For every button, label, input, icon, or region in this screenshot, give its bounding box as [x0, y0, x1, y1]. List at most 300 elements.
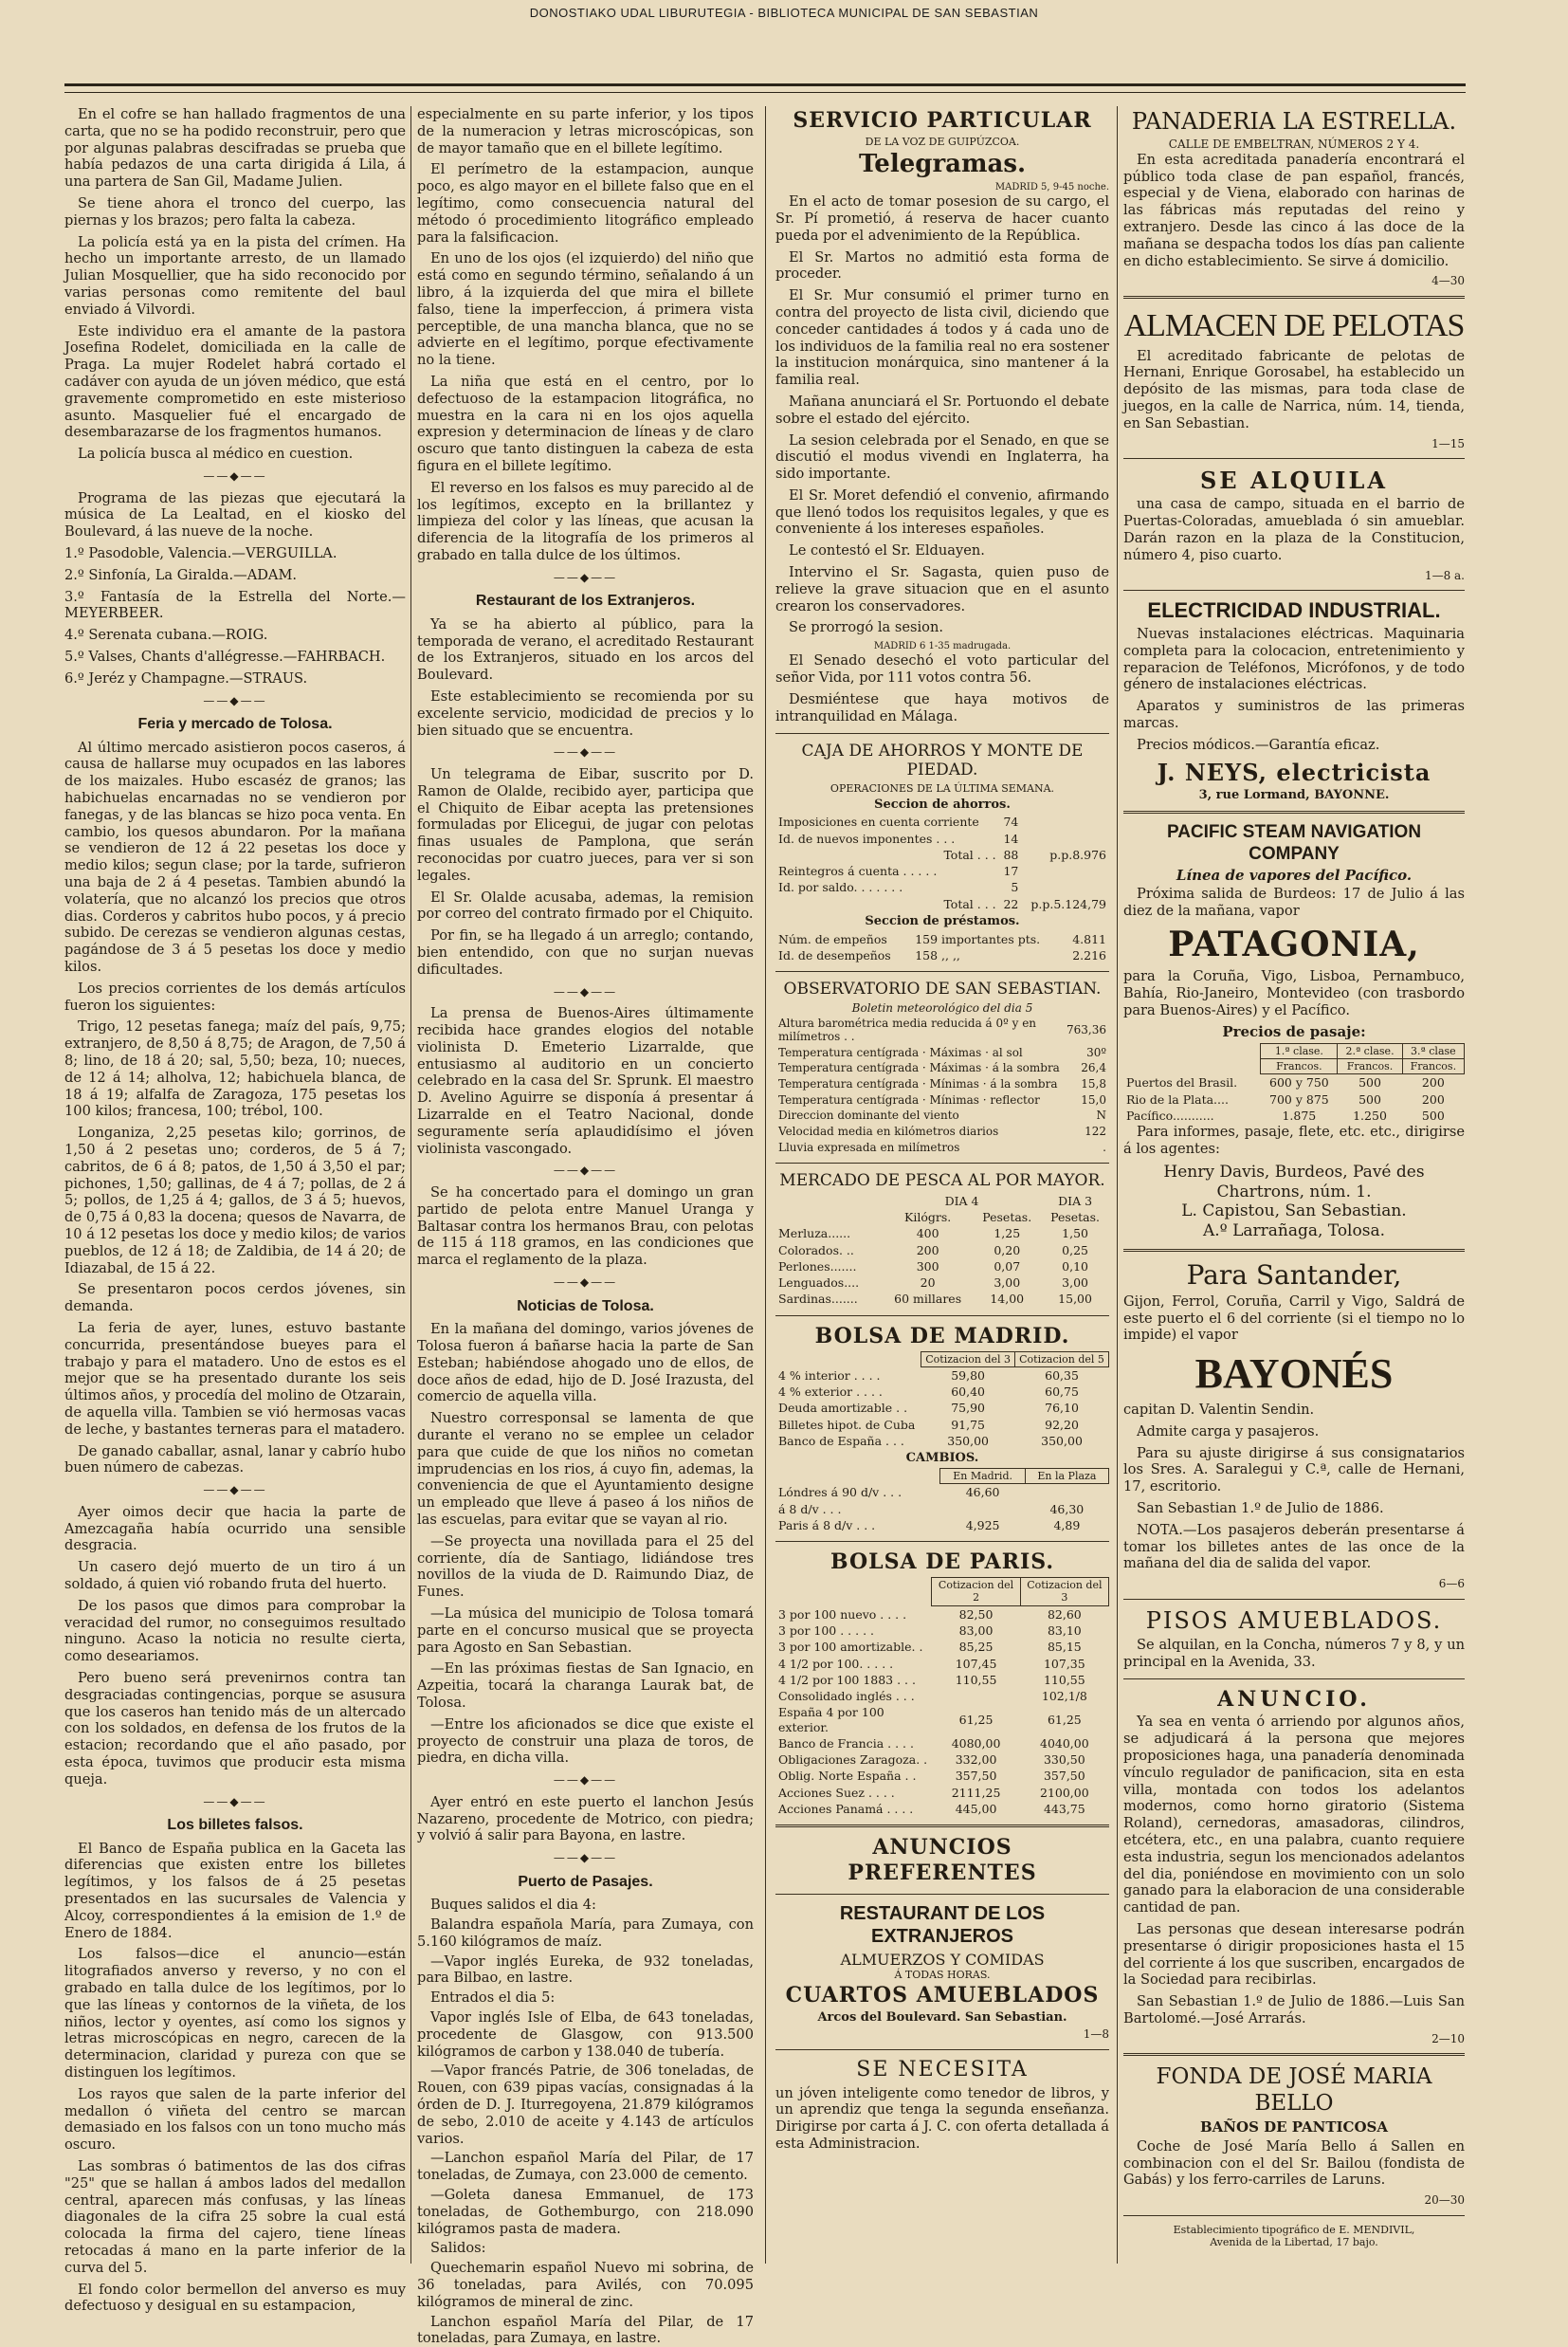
separator-ornament: ——◆——: [203, 1483, 267, 1497]
section-heading: Noticias de Tolosa.: [517, 1297, 654, 1314]
table-cell: 4 % exterior . . . .: [778, 1384, 883, 1400]
table-cell: 0,10: [1062, 1258, 1088, 1274]
table-cell: 85,25: [958, 1640, 994, 1655]
pesca-table: [775, 1193, 1109, 1308]
divider: [775, 1894, 1109, 1895]
cambios-table: [775, 1468, 1109, 1533]
table-cell: Kilógrs.: [904, 1210, 952, 1225]
cambios-heading: CAMBIOS.: [905, 1451, 979, 1466]
ahorros-heading: Seccion de ahorros.: [874, 797, 1011, 812]
panaderia-heading: PANADERIA LA ESTRELLA.: [1131, 108, 1457, 135]
table-cell: 4040,00: [1040, 1735, 1089, 1751]
panaderia-sub: CALLE DE EMBELTRAN, NÚMEROS 2 Y 4.: [1168, 138, 1420, 152]
divider: [775, 1824, 1109, 1827]
table-cell: 443,75: [1043, 1801, 1085, 1816]
table-cell: 82,60: [1047, 1606, 1082, 1622]
table-row: [775, 1484, 1109, 1501]
separator-ornament: ——◆——: [553, 1773, 618, 1788]
bolsa-paris-table: [775, 1577, 1109, 1817]
servicio-heading: SERVICIO PARTICULAR: [793, 108, 1092, 133]
neys-heading: J. NEYS, electricista: [1157, 758, 1431, 786]
table-cell: 330,50: [1043, 1752, 1085, 1768]
bayones-text: NOTA.—Los pasajeros deberán presentarse á tomar los billetes antes de las once de la mañana del dia de salida del vapor.: [1123, 1521, 1465, 1572]
table-cell: 1.875: [1282, 1108, 1317, 1123]
table-cell: 500: [1421, 1108, 1445, 1123]
almacen-text: El acreditado fabricante de pelotas de Hernani, Enrique Gorosabel, ha establecido un depósito de las mismas, para toda clase de juegos, en la calle de Narrica, núm. 14, tienda, en San Sebastian.: [1123, 347, 1465, 431]
article-paragraph: La policía está ya en la pista del crímen. Ha hecho un importante arresto, de un llamado Julian Mosquellier, que ha sido reconocido por varias personas como remitente del baul enviado á Vilvordi.: [64, 233, 406, 318]
ad-reference: 4—30: [1431, 274, 1465, 288]
table-cell: 500: [1358, 1091, 1381, 1107]
almacen-heading: ALMACEN DE PELOTAS: [1123, 308, 1465, 344]
table-cell: 4 1/2 por 100 1883 . . .: [778, 1672, 916, 1687]
informes-text: Para informes, pasaje, flete, etc. etc., dirigirse á los agentes:: [1123, 1124, 1465, 1157]
table-cell: Puertos del Brasil.: [1126, 1075, 1238, 1091]
table-row: [775, 831, 1109, 847]
table-cell: 110,55: [955, 1672, 997, 1687]
divider: [1123, 1599, 1465, 1600]
separator-ornament: ——◆——: [553, 1164, 618, 1178]
divider: [775, 1315, 1109, 1316]
port-entry: Lanchon español María del Pilar, de 17 toneladas, para Zumaya, en lastre.: [417, 2313, 754, 2347]
section-heading: Puerto de Pasajes.: [518, 1873, 653, 1890]
article-paragraph: —La música del municipio de Tolosa tomará parte en el concurso musical que se proyecta para Agosto en San Sebastian.: [417, 1604, 754, 1656]
restaurant-ad-sub: ALMUERZOS Y COMIDAS: [840, 1950, 1045, 1969]
table-row: [1123, 1059, 1465, 1074]
column-divider: [765, 106, 766, 2264]
telegram-paragraph: En el acto de tomar posesion de su cargo, el Sr. Pí prometió, á reserva de hacer cuanto pueda por el advenimiento de la República.: [775, 193, 1109, 244]
table-cell: Oblig. Norte España . .: [778, 1769, 917, 1784]
table-cell: 2.216: [1072, 947, 1106, 963]
electricidad-text: Nuevas instalaciones eléctricas. Maquinaria completa para la colocacion, entretenimiento y reparacion de Teléfonos, Micrófonos, y de todo género de instalaciones eléctricas.: [1123, 626, 1465, 693]
article-paragraph: La feria de ayer, lunes, estuvo bastante concurrida, presentándose bueyes para el trabajo y para el matadero. Uno de estos es el mejor que se ha presentado durante los seis últimos años, y procedía del molino de Otzarain, de aquella villa. Tambien se vió hermosas vacas de leche, y bastantes terneras para el matadero.: [64, 1319, 406, 1438]
separator-ornament: ——◆——: [203, 693, 267, 707]
table-cell: Consolidado inglés . . .: [778, 1689, 915, 1704]
table-cell: [1123, 1043, 1261, 1058]
electricidad-heading: ELECTRICIDAD INDUSTRIAL.: [1147, 598, 1441, 623]
table-cell: 4 % interior . . . .: [778, 1367, 881, 1383]
table-cell: 61,25: [1047, 1712, 1082, 1727]
article-paragraph: Pero bueno será prevenirnos contra tan desgraciadas contingencias, porque se asusura que los caseros han tenido más de un altercado con los soldados, en defensa de los frutos de la estacion; recordando que el año pasado, por esta época, tuvimos que producir esta misma queja.: [64, 1669, 406, 1788]
alquila-text: una casa de campo, situada en el barrio de Puertas-Coloradas, amueblada ó sin amueblar. Darán razon en la plaza de la Constitucion, número 4, piso cuarto.: [1123, 496, 1465, 563]
precios-heading: Precios de pasaje:: [1222, 1023, 1366, 1041]
table-cell: Temperatura centígrada · Máximas · al sol: [778, 1045, 1023, 1059]
table-row: [775, 1193, 1109, 1209]
article-paragraph: Este establecimiento se recomienda por su excelente servicio, modicidad de precios y lo bien situado que se encuentra.: [417, 688, 754, 739]
table-cell: N: [1096, 1109, 1106, 1123]
table-cell: 60 millares: [894, 1292, 962, 1307]
article-paragraph: Las sombras ó batimentos de las dos cifras "25" que se hallan á ambos lados del medallon central, aparecen más confusas, y las líneas diagonales de la cifra 25 sobre la cual está colocada la firma del cajero, tiene líneas retocadas á mano en la parte inferior de la curva del 5.: [64, 2158, 406, 2276]
table-cell: Temperatura centígrada · Mínimas · á la sombra: [778, 1077, 1058, 1091]
table-cell: 5: [1011, 880, 1019, 895]
article-paragraph: Los falsos—dice el anuncio—están litografiados anverso y reverso, y no con el grabado en talla dulce de los legítimos, por lo que las líneas y contornos de la viñeta, de los niños, lector y oyentes, así como los signos y letras microscópicas en negro, carecen de la determinacion, claridad y pureza con que se distinguen los legítimos.: [64, 1946, 406, 2081]
table-cell: Altura barométrica media reducida á 0º y en milímetros . .: [778, 1016, 1037, 1044]
table-row: [775, 1656, 1109, 1672]
table-header: 1.ª clase.: [1261, 1043, 1338, 1058]
table-row: [775, 1140, 1109, 1156]
table-cell: 15,0: [1081, 1092, 1106, 1107]
table-cell: 3,00: [994, 1275, 1021, 1291]
article-paragraph: Se ha concertado para el domingo un gran partido de pelota entre Manuel Uranga y Baltasar contra los hermanos Brau, con pelotas de 115 á 118 gramos, en las condiciones que marca el reglamento de la plaza.: [417, 1184, 754, 1269]
precios-table: [1123, 1043, 1465, 1125]
table-cell: DIA 3: [1058, 1193, 1093, 1208]
divider: [1123, 1249, 1465, 1252]
program-item: 5.º Valses, Chants d'allégresse.—FAHRBACH.: [64, 648, 386, 665]
santander-text: Gijon, Ferrol, Coruña, Carril y Vigo, Saldrá de este puerto el 6 del corriente (si el tiempo no lo impide) el vapor: [1123, 1293, 1465, 1344]
section-heading: Restaurant de los Extranjeros.: [475, 593, 696, 610]
article-paragraph: Se tiene ahora el tronco del cuerpo, las piernas y los brazos; pero falta la cabeza.: [64, 194, 406, 229]
cuartos-heading: CUARTOS AMUEBLADOS: [785, 1983, 1100, 2008]
telegram-paragraph: El Senado desechó el voto particular del señor Vida, por 111 votos contra 56.: [775, 652, 1109, 687]
table-cell: Merluza......: [778, 1226, 851, 1241]
table-cell: 59,80: [951, 1367, 986, 1383]
table-cell: [775, 1578, 932, 1606]
observatorio-subheading: Boletin meteorológico del dia 5: [851, 1000, 1033, 1015]
article-paragraph: Se presentaron pocos cerdos jóvenes, sin demanda.: [64, 1281, 406, 1315]
table-header: Cotizacion del 5: [1015, 1351, 1109, 1366]
divider: [1123, 811, 1465, 814]
table-row: [775, 1225, 1109, 1241]
table-cell: 26,4: [1081, 1061, 1106, 1075]
port-entry: —Goleta danesa Emmanuel, de 173 toneladas, de Gothemburgo, con 218.090 kilógramos pasta de madera.: [417, 2187, 754, 2237]
table-cell: 350,00: [947, 1433, 989, 1448]
table-cell: p.p.8.976: [1049, 847, 1106, 862]
table-cell: Lóndres á 90 d/v . . .: [778, 1485, 903, 1500]
table-cell: Id. por saldo. . . . . . .: [778, 880, 903, 895]
table-cell: [932, 1688, 1020, 1704]
table-cell: DIA 4: [944, 1193, 979, 1208]
electricidad-text: Precios módicos.—Garantía eficaz.: [1137, 736, 1380, 753]
article-paragraph: La policía busca al médico en cuestion.: [78, 446, 354, 463]
table-row: [775, 1060, 1109, 1076]
table-cell: 75,90: [951, 1401, 986, 1416]
telegramas-heading: Telegramas.: [858, 150, 1027, 179]
telegram-paragraph: Desmiéntese que haya motivos de intranquilidad en Málaga.: [775, 691, 1109, 724]
table-header: Cotizacion del 3: [921, 1351, 1015, 1366]
santander-heading: Para Santander,: [1186, 1258, 1402, 1291]
table-header: En Madrid.: [940, 1469, 1025, 1484]
divider: [775, 1163, 1109, 1164]
pacific-heading: PACIFIC STEAM NAVIGATION COMPANY: [1166, 821, 1422, 864]
article-paragraph: Trigo, 12 pesetas fanega; maíz del país, 9,75; extranjero, de 8,50 á 8,75; de Aragon, de 7,50 á 8; lino, de 18 á 20; sal, 5,50; beza, 10; nueces, de 12 á 14; alholva, 12; habichuela blanca, de 18 á 19; alfalfa de Zaragoza, 175 pesetas los 100 kilos; francesa, 100; trébol, 100.: [64, 1018, 406, 1120]
restaurant-ad-heading: RESTAURANT DE LOS EXTRANJEROS: [839, 1902, 1046, 1948]
table-cell: [775, 1193, 883, 1209]
patagonia-heading: PATAGONIA,: [1168, 925, 1420, 965]
table-row: [1123, 1108, 1465, 1124]
table-cell: 122: [1085, 1124, 1106, 1138]
table-cell: Paris á 8 d/v . . .: [778, 1517, 876, 1532]
table-cell: 0,07: [994, 1258, 1021, 1274]
table-cell: 4,89: [1053, 1517, 1081, 1532]
table-cell: 1,50: [1062, 1226, 1088, 1241]
cuartos-sub: Arcos del Boulevard. San Sebastian.: [817, 2010, 1067, 2026]
table-row: [775, 1469, 1109, 1484]
table-cell: 20: [920, 1275, 936, 1291]
table-cell: 15,00: [1058, 1292, 1092, 1307]
caja-heading: CAJA DE AHORROS Y MONTE DE PIEDAD.: [801, 741, 1084, 780]
table-cell: 700 y 875: [1269, 1091, 1329, 1107]
table-cell: 2100,00: [1040, 1785, 1089, 1800]
port-entry: Salidos:: [430, 2240, 486, 2257]
table-cell: 61,25: [958, 1712, 994, 1727]
program-item: 4.º Serenata cubana.—ROIG.: [64, 627, 268, 644]
table-row: [775, 1623, 1109, 1639]
table-cell: [1021, 879, 1109, 895]
bolsa-paris-heading: BOLSA DE PARIS.: [830, 1549, 1055, 1575]
port-entry: Balandra española María, para Zumaya, con 5.160 kilógramos de maíz.: [417, 1916, 754, 1950]
telegram-paragraph: Intervino el Sr. Sagasta, quien puso de relieve la grave situacion que en el asunto crearon los conservadores.: [775, 564, 1109, 614]
alquila-heading: SE ALQUILA: [1199, 467, 1389, 495]
separator-ornament: ——◆——: [553, 570, 618, 584]
table-header: Francos.: [1261, 1059, 1338, 1074]
fonda-heading: FONDA DE JOSÉ MARIA BELLO: [1156, 2064, 1432, 2117]
article-paragraph: Este individuo era el amante de la pastora Josefina Rodelet, domiciliada en la calle de Praga. La mujer Rodelet habrá cortado el cadáver con ayuda de un jóven médico, que está gravemente comprometido en este misterioso asunto. Masquelier fué el encargado de desembarazarse de los fragmentos humanos.: [64, 322, 406, 441]
bolsa-madrid-heading: BOLSA DE MADRID.: [814, 1323, 1070, 1348]
table-cell: 17: [1003, 864, 1019, 879]
telegram-paragraph: El Sr. Martos no admitió esta forma de proceder.: [775, 248, 1109, 283]
table-row: [775, 1274, 1109, 1291]
table-cell: [1021, 863, 1109, 879]
table-cell: [1025, 1484, 1108, 1501]
table-row: [775, 1801, 1109, 1817]
article-paragraph: La niña que está en el centro, por lo defectuoso de la estampacion litográfica, no muestra en la cara ni en los ojos aquella expresion y determinacion de líneas y de claro oscuro que tanto distinguen la cabeza de esta figura en el billete legítimo.: [417, 373, 754, 474]
table-row: [775, 931, 1109, 947]
article-paragraph: Longaniza, 2,25 pesetas kilo; gorrinos, de 1,50 á 2 pesetas uno; corderos, de 5 á 7; cabritos, de 6 á 8; patos, de 1,50 á 3,50 el par; pichones, 1,50; gallinas, de 4 á 7; pollas, de 2 á 5; pollos, de 1,25 á 4; gallos, de 3 á 5; huevos, de 0,75 á 0,83 la docena; quesos de Navarra, de 10 á 12 pesetas los doce y medio kilos; de varios pueblos, de 12 á 18; de Zaldibia, de 14 á 20; de Idiazabal, de 15 á 22.: [64, 1125, 406, 1276]
table-row: [775, 1785, 1109, 1801]
table-cell: 4080,00: [951, 1735, 1001, 1751]
separator-ornament: ——◆——: [553, 1275, 618, 1290]
table-cell: 158 ,, ,,: [915, 947, 960, 963]
port-entry: —Vapor inglés Eureka, de 932 toneladas, para Bilbao, en lastre.: [417, 1953, 754, 1987]
table-cell: 763,36: [1067, 1022, 1106, 1036]
panaderia-text: En esta acreditada panadería encontrará el público toda clase de pan español, francés, especial y de Viena, elaborado con harinas de las fábricas más reputadas del reino y extranjero. Desde las cinco á las doce de la mañana se despacha todos los días pan caliente en dicho establecimiento. Se sirve á domicilio.: [1123, 151, 1465, 269]
agent-line: A.º Larrañaga, Tolosa.: [1203, 1220, 1385, 1240]
table-cell: 4,925: [965, 1517, 1000, 1532]
table-cell: 102,1/8: [1041, 1689, 1087, 1704]
port-entry: Entrados el dia 5:: [430, 1989, 556, 2007]
anuncio-text: Las personas que desean interesarse podrán presentarse ó dirigir proposiciones hasta el 15 del corriente á los que suscriben, encargados de la Sociedad para recibirlas.: [1123, 1920, 1465, 1989]
ad-reference: 1—8 a.: [1424, 568, 1465, 582]
table-row: [775, 1704, 1109, 1735]
separator-ornament: ——◆——: [203, 468, 267, 483]
divider: [1123, 590, 1465, 591]
table-cell: 200: [1421, 1091, 1445, 1107]
article-paragraph: De ganado caballar, asnal, lanar y cabrío hubo buen número de cabezas.: [64, 1442, 406, 1476]
table-cell: 14: [1003, 831, 1019, 846]
separator-ornament: ——◆——: [553, 1851, 618, 1865]
top-rule: [64, 83, 1466, 93]
article-paragraph: El perímetro de la estampacion, aunque poco, es algo mayor en el billete falso que en el legítimo, como consecuencia natural del método ó procedimiento litográfico empleado para la falsificacion.: [417, 161, 754, 246]
table-row: [775, 1417, 1109, 1433]
telegram-paragraph: Se prorrogó la sesion.: [789, 619, 943, 636]
table-row: [775, 947, 1109, 963]
table-cell: 3 por 100 nuevo . . . .: [778, 1606, 907, 1622]
caja-subheading: OPERACIONES DE LA ÚLTIMA SEMANA.: [830, 782, 1055, 796]
table-cell: Acciones Suez . . . .: [778, 1785, 895, 1800]
table-header: Francos.: [1338, 1059, 1402, 1074]
table-cell: 15,8: [1081, 1077, 1106, 1091]
table-cell: [775, 1209, 883, 1225]
table-header: Cotizacion del 3: [1020, 1578, 1108, 1606]
table-cell: 82,50: [958, 1606, 994, 1622]
table-cell: 74: [1003, 815, 1019, 830]
table-row: [775, 1258, 1109, 1274]
table-cell: Banco de España . . .: [778, 1433, 904, 1448]
table-header: Francos.: [1402, 1059, 1464, 1074]
necesita-heading: SE NECESITA: [856, 2057, 1029, 2081]
table-cell: Pesetas.: [982, 1210, 1032, 1225]
table-cell: 200: [916, 1242, 939, 1257]
anuncios-preferentes-heading: ANUNCIOS PREFERENTES: [848, 1835, 1037, 1885]
table-row: [775, 1016, 1109, 1045]
column-1: [64, 106, 406, 2315]
table-row: [1123, 1091, 1465, 1108]
table-cell: [1123, 1059, 1261, 1074]
divider: [775, 971, 1109, 972]
table-cell: 83,10: [1047, 1623, 1082, 1639]
table-cell: Velocidad media en kilómetros diarios: [778, 1124, 999, 1138]
table-cell: Id. de nuevos imponentes . . .: [778, 831, 956, 846]
table-row: [775, 1735, 1109, 1751]
table-cell: 60,40: [951, 1384, 986, 1400]
table-row: [775, 1751, 1109, 1768]
program-item: 3.º Fantasía de la Estrella del Norte.—MEYERBEER.: [64, 588, 406, 622]
table-cell: [1021, 814, 1109, 830]
port-entry: Buques salidos el dia 4:: [430, 1897, 596, 1914]
table-row: [775, 1384, 1109, 1400]
table-row: [775, 1076, 1109, 1092]
telegram-paragraph: Le contestó el Sr. Elduayen.: [789, 542, 985, 559]
table-row: [775, 1501, 1109, 1517]
table-cell: Pacífico...........: [1126, 1108, 1214, 1123]
ad-reference: 1—8: [1083, 2027, 1109, 2042]
table-cell: Id. de desempeños: [778, 947, 891, 963]
table-row: [775, 814, 1109, 830]
table-row: [775, 879, 1109, 895]
agent-line: L. Capistou, San Sebastian.: [1181, 1201, 1407, 1221]
table-row: [775, 1366, 1109, 1384]
table-header: 3.ª clase: [1402, 1043, 1464, 1058]
section-heading: Los billetes falsos.: [167, 1817, 303, 1834]
table-cell: Obligaciones Zaragoza. .: [778, 1752, 928, 1768]
table-cell: Temperatura centígrada · Mínimas · reflector: [778, 1092, 1040, 1107]
telegram-paragraph: Mañana anunciará el Sr. Portuondo el debate sobre el estado del ejército.: [775, 393, 1109, 427]
pisos-text: Se alquilan, en la Concha, números 7 y 8, y un principal en la Avenida, 33.: [1123, 1636, 1465, 1670]
table-row: [775, 1672, 1109, 1688]
table-cell: 357,50: [1043, 1769, 1085, 1784]
ad-reference: 2—10: [1431, 2031, 1465, 2045]
pacific-text: para la Coruña, Vigo, Lisboa, Pernambuco, Bahía, Rio-Janeiro, Montevideo (con trasbordo para Buenos-Aires) y el Pacífico.: [1123, 967, 1465, 1018]
table-row: [775, 1433, 1109, 1449]
table-cell: 0,20: [994, 1242, 1021, 1257]
divider: [1123, 458, 1465, 459]
table-cell: 400: [916, 1226, 939, 1241]
ad-reference: 6—6: [1438, 1577, 1465, 1591]
pacific-text: Próxima salida de Burdeos: 17 de Julio á las diez de la mañana, vapor: [1123, 886, 1465, 920]
table-header: Cotizacion del 2: [932, 1578, 1020, 1606]
table-cell: 30º: [1086, 1045, 1106, 1059]
table-cell: 85,15: [1047, 1640, 1082, 1655]
table-row: [1123, 1074, 1465, 1091]
table-cell: Núm. de empeños: [778, 931, 887, 946]
table-cell: 0,25: [1062, 1242, 1088, 1257]
table-cell: Acciones Panamá . . . .: [778, 1801, 914, 1816]
table-cell: Pesetas.: [1050, 1210, 1101, 1225]
table-cell: p.p.5.124,79: [1030, 896, 1106, 911]
separator-ornament: ——◆——: [203, 1794, 267, 1808]
table-row: [775, 896, 1109, 912]
table-cell: 300: [916, 1258, 939, 1274]
article-paragraph: El Sr. Olalde acusaba, ademas, la remision por correo del contrato firmado por el Chiquito.: [417, 889, 754, 923]
table-cell: 46,60: [965, 1485, 1000, 1500]
bayones-text: Admite carga y pasajeros.: [1137, 1422, 1320, 1439]
separator-ornament: ——◆——: [553, 984, 618, 999]
imprenta-line: Avenida de la Libertad, 17 bajo.: [1210, 2236, 1378, 2249]
divider: [775, 1541, 1109, 1542]
table-cell: 332,00: [955, 1752, 997, 1768]
table-cell: 14,00: [990, 1292, 1025, 1307]
table-cell: 91,75: [951, 1417, 986, 1432]
table-cell: 4 1/2 por 100. . . . .: [778, 1656, 894, 1671]
table-row: [775, 1124, 1109, 1140]
fonda-sub: BAÑOS DE PANTICOSA: [1199, 2118, 1388, 2136]
table-cell: 1.250: [1353, 1108, 1387, 1123]
telegram-paragraph: La sesion celebrada por el Senado, en que se discutió el modus vivendi en Inglaterra, ha sido importante.: [775, 431, 1109, 483]
table-row: [775, 1517, 1109, 1533]
divider: [1123, 2215, 1465, 2216]
table-cell: 22: [1003, 896, 1019, 911]
column-divider: [410, 106, 411, 2264]
electricidad-text: Aparatos y suministros de las primeras marcas.: [1123, 698, 1465, 732]
neys-address: 3, rue Lormand, BAYONNE.: [1198, 787, 1390, 802]
table-cell: Lenguados....: [778, 1275, 860, 1291]
table-cell: 350,00: [1041, 1433, 1083, 1448]
table-cell: Banco de Francia . . . .: [778, 1735, 914, 1751]
table-cell: 83,00: [958, 1623, 994, 1639]
table-cell: 46,30: [1049, 1501, 1085, 1516]
table-cell: 107,45: [955, 1656, 997, 1671]
table-cell: 60,35: [1045, 1367, 1079, 1383]
article-paragraph: Por fin, se ha llegado á un arreglo; contando, bien entendido, con que no surjan nuevas dificultades.: [417, 927, 754, 978]
table-row: [775, 1045, 1109, 1061]
table-cell: 357,50: [955, 1769, 997, 1784]
table-row: [775, 1578, 1109, 1606]
table-cell: 200: [1421, 1075, 1445, 1091]
article-paragraph: especialmente en su parte inferior, y los tipos de la numeracion y letras microscópicas, son de mayor tamaño que en el billete legítimo.: [417, 106, 754, 156]
article-paragraph: —En las próximas fiestas de San Ignacio, en Azpeitia, tocará la charanga Laurak bat, de Tolosa.: [417, 1660, 754, 1711]
table-cell: 107,35: [1043, 1656, 1085, 1671]
table-row: [775, 1351, 1109, 1366]
port-entry: Vapor inglés Isle of Elba, de 643 toneladas, procedente de Glasgow, con 913.500 kilógramos de carbon y 138.040 de tubería.: [417, 2009, 754, 2060]
table-cell: [1021, 831, 1109, 847]
bolsa-madrid-table: [775, 1351, 1109, 1450]
pisos-heading: PISOS AMUEBLADOS.: [1145, 1606, 1443, 1634]
column-3: [775, 106, 1109, 2259]
table-cell: [940, 1501, 1025, 1517]
article-paragraph: —Se proyecta una novillada para el 25 del corriente, día de Santiago, lidiándose tres novillos de la viuda de D. Raimundo Diaz, de Funes.: [417, 1532, 754, 1601]
table-cell: 88: [1003, 847, 1019, 862]
table-cell: Perlones.......: [778, 1258, 857, 1274]
table-cell: España 4 por 100 exterior.: [778, 1705, 884, 1734]
article-paragraph: El Banco de España publica en la Gaceta las diferencias que existen entre los billetes legítimos, y los falsos de á 25 pesetas presentados en las sucursales de Valencia y Alcoy, correspondientes á la emision de 1.º de Enero de 1884.: [64, 1840, 406, 1941]
table-cell: 445,00: [955, 1801, 997, 1816]
necesita-text: un jóven inteligente como tenedor de libros, y un aprendiz que tenga la segunda enseñanza. Dirigirse por carta á J. C. con oferta detallada á esta Administracion.: [775, 2084, 1109, 2152]
table-cell: 1,25: [994, 1226, 1021, 1241]
table-cell: Total . . .: [943, 896, 996, 911]
table-cell: Temperatura centígrada · Máximas · á la sombra: [778, 1061, 1060, 1075]
bayones-text: San Sebastian 1.º de Julio de 1886.: [1137, 1499, 1384, 1516]
article-paragraph: De los pasos que dimos para comprobar la veracidad del rumor, no conseguimos resultado ninguno. Acaso la noticia no resulte cierta, como deseariamos.: [64, 1597, 406, 1665]
divider: [1123, 2053, 1465, 2056]
